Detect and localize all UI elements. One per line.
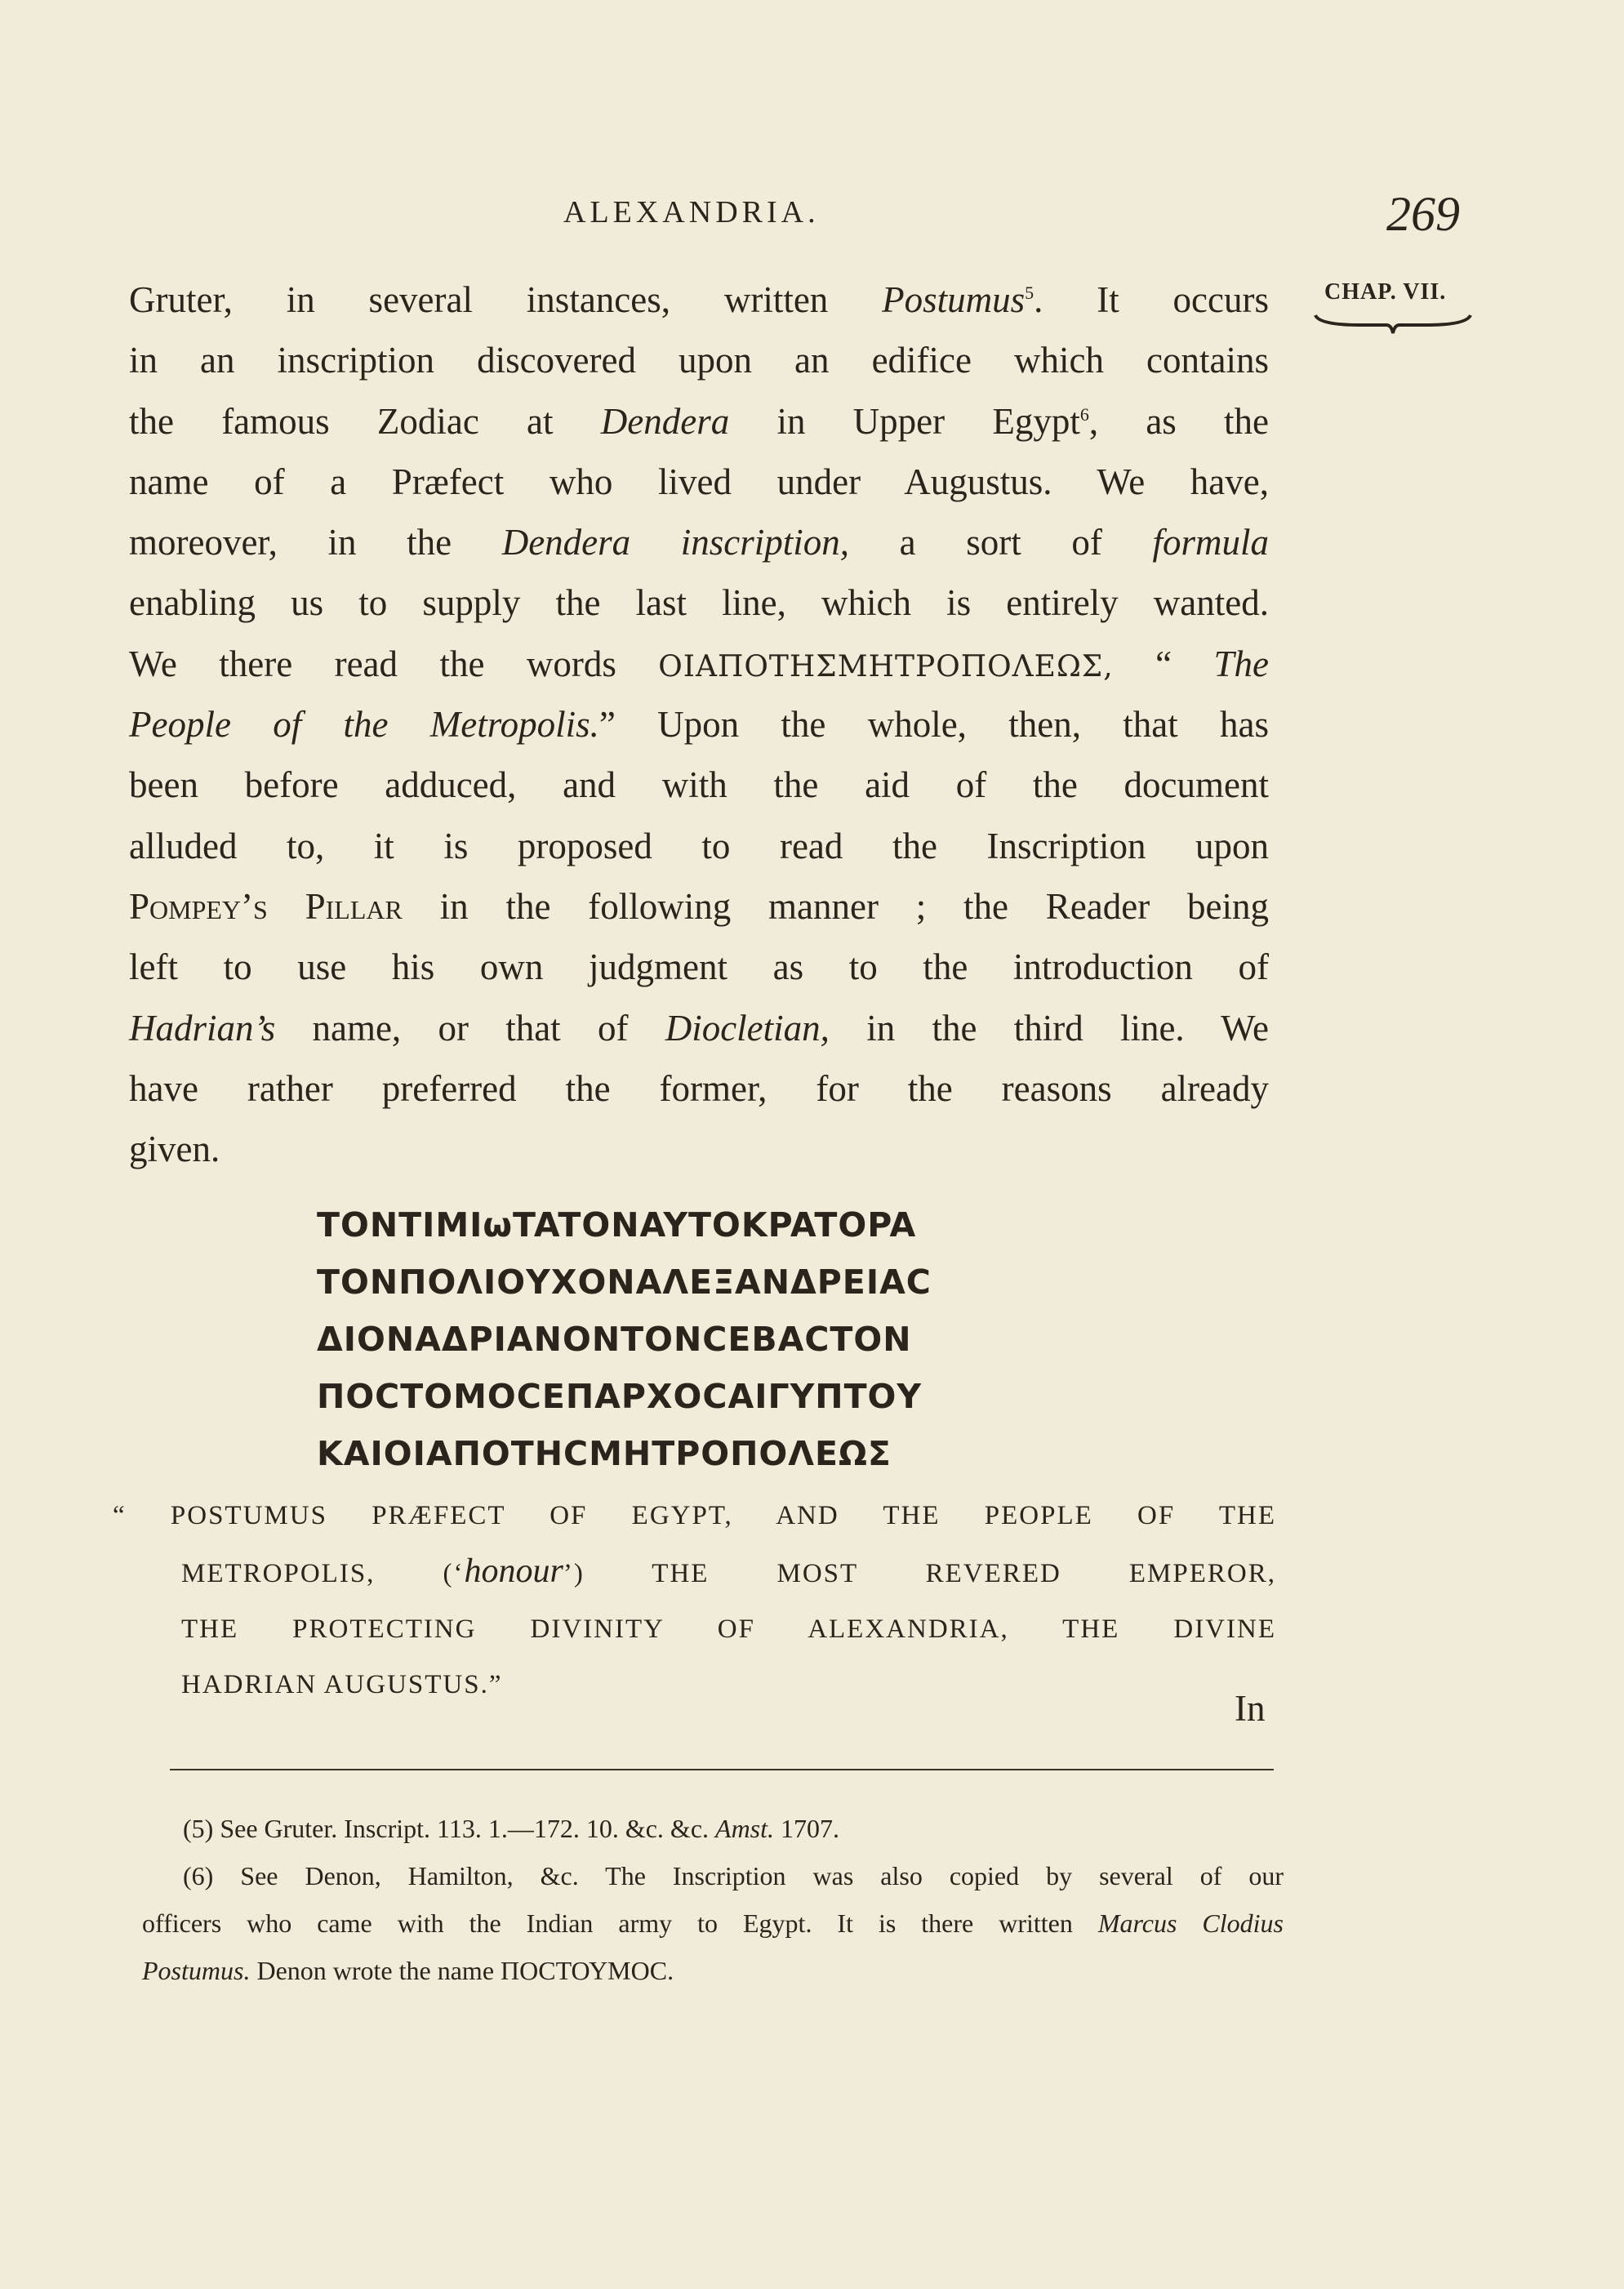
body-line: Hadrian’s name, or that of Diocletian, in the third line. We	[129, 1007, 1269, 1049]
chapter-brace-icon	[1311, 312, 1475, 336]
body-line: left to use his own judgment as to the introduction of	[129, 946, 1269, 988]
inscription-line: ΔΙΟΝΑΔΡΙΑΝΟΝΤΟΝCΕΒΑCΤΟΝ	[317, 1320, 912, 1359]
inscription-line: ΠΟCΤΟΜΟCΕΠΑΡΧΟCΑΙΓΥΠΤΟΥ	[317, 1377, 923, 1416]
body-line: in an inscription discovered upon an edifice which contains	[129, 340, 1269, 381]
body-line: have rather preferred the former, for the reasons already	[129, 1067, 1269, 1109]
body-line: We there read the words ΟΙΑΠΟΤΗΣΜΗΤΡΟΠΟΛΕΩΣ, “ The	[129, 643, 1269, 684]
chapter-label: CHAP. VII.	[1324, 279, 1447, 305]
greek-inscription	[317, 1196, 932, 1482]
footnote-6-continued: Postumus. Denon wrote the name ΠΟCΤΟΥΜΟC.	[142, 1956, 674, 1985]
inscription-translation	[113, 1488, 1276, 1712]
body-line: Pompey’s Pillar in the following manner ; the Reader being	[129, 885, 1269, 927]
translation-line: “ POSTUMUS PRÆFECT OF EGYPT, AND THE PEOPLE OF THE	[113, 1501, 1276, 1530]
body-line: the famous Zodiac at Dendera in Upper Egypt$^6$, as the	[129, 400, 1269, 442]
footnote-6: (6) See Denon, Hamilton, &c. The Inscription was also copied by several of our	[183, 1861, 1284, 1890]
body-line: name of a Præfect who lived under Augustus. We have,	[129, 461, 1269, 502]
inscription-line: ΚΑΙΟΙΑΠΟΤΗCΜΗΤΡΟΠΟΛΕΩΣ	[317, 1434, 892, 1473]
page-number: 269	[1386, 187, 1460, 241]
body-line: enabling us to supply the last line, which is entirely wanted.	[129, 582, 1269, 624]
inscription-line: TONΠΟΛΙΟΥΧΟΝΑΛΕΞΑΝΔΡΕΙΑC	[317, 1263, 932, 1302]
footnote-6-continued: officers who came with the Indian army to Egypt. It is there written Marcus Clodius	[142, 1908, 1284, 1938]
footnotes	[142, 1805, 1284, 1994]
footnote-rule	[170, 1769, 1274, 1770]
body-text	[129, 269, 1269, 1179]
running-head: ALEXANDRIA.	[563, 195, 820, 229]
translation-line: METROPOLIS, (‘honour’) THE MOST REVERED EMPEROR,	[181, 1552, 1276, 1590]
body-line: Gruter, in several instances, written Postumus$^5$. It occurs	[129, 279, 1269, 320]
inscription-line: TONTIMIωTATONAYTOKPATOPA	[317, 1205, 917, 1245]
translation-line: HADRIAN AUGUSTUS.”	[181, 1670, 503, 1699]
catchword: In	[1235, 1688, 1266, 1729]
body-line: alluded to, it is proposed to read the Inscription upon	[129, 825, 1269, 866]
footnote-5: (5) See Gruter. Inscript. 113. 1.—172. 10. &c. &c. Amst. 1707.	[183, 1814, 840, 1843]
body-line: moreover, in the Dendera inscription, a sort of formula	[129, 522, 1269, 563]
body-line: given.	[129, 1129, 220, 1170]
body-line: been before adduced, and with the aid of the document	[129, 764, 1269, 806]
translation-line: THE PROTECTING DIVINITY OF ALEXANDRIA, THE DIVINE	[181, 1614, 1276, 1644]
body-line: People of the Metropolis.” Upon the whole, then, that has	[129, 704, 1269, 746]
